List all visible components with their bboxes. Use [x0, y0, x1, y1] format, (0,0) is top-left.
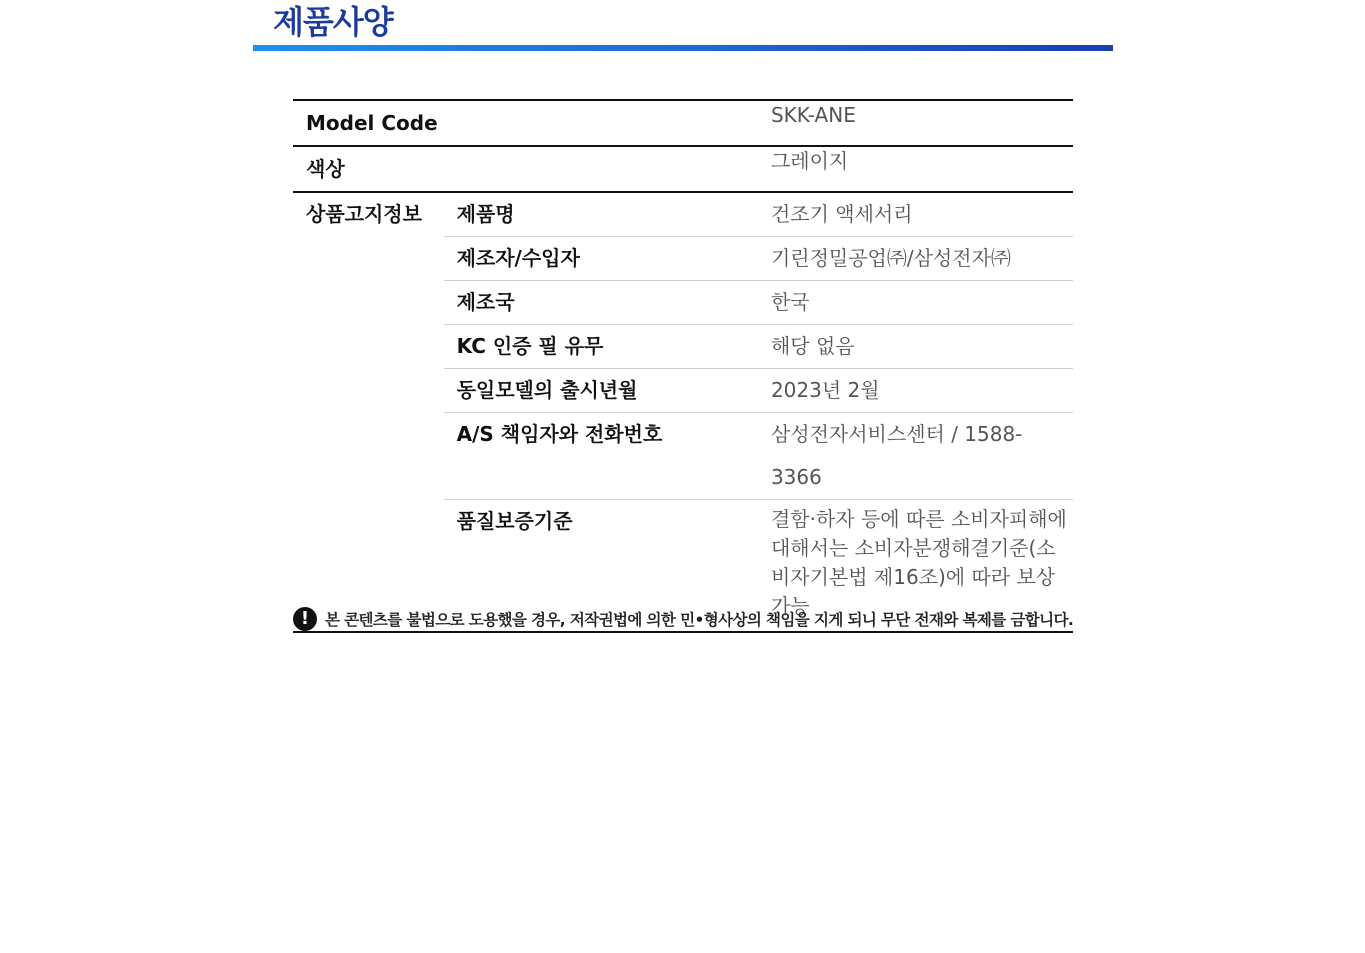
spec-row-model-code	[293, 100, 1073, 146]
page-header	[253, 0, 1113, 52]
spec-item-label: 제조자/수입자	[444, 237, 771, 281]
model-code-label: Model Code	[306, 111, 438, 135]
spec-item-label: 품질보증기준	[444, 500, 771, 633]
spec-item-value: 해당 없음	[771, 325, 1073, 369]
spec-item-label: KC 인증 필 유무	[444, 325, 771, 369]
title-underline	[253, 45, 1113, 51]
model-code-value: SKK-ANE	[770, 103, 856, 127]
notice-info-label: 상품고지정보	[293, 192, 444, 632]
spec-item-label: A/S 책임자와 전화번호	[444, 413, 771, 500]
spec-row-color	[293, 146, 1073, 192]
spec-item-value: 결함·하자 등에 따른 소비자피해에 대해서는 소비자분쟁해결기준(소비자기본법 제16조)에 따라 보상가능	[771, 500, 1073, 633]
spec-row-product-name	[293, 192, 1073, 237]
spec-item-value: 삼성전자서비스센터 / 1588-3366	[771, 413, 1073, 500]
spec-item-value: 기린정밀공업㈜/삼성전자㈜	[771, 237, 1073, 281]
color-label: 색상	[293, 146, 771, 192]
spec-table	[293, 99, 1073, 633]
spec-item-value: 한국	[771, 281, 1073, 325]
spec-item-value: 2023년 2월	[771, 369, 1073, 413]
spec-item-label: 제품명	[444, 192, 771, 237]
exclamation-icon: !	[293, 607, 317, 631]
page-title: 제품사양	[273, 3, 393, 41]
spec-item-label: 동일모델의 출시년월	[444, 369, 771, 413]
color-value: 그레이지	[771, 146, 1073, 192]
notice-text: 본 콘텐츠를 불법으로 도용했을 경우, 저작권법에 의한 민•형사상의 책임을 지게 되니 무단 전재와 복제를 금합니다.	[325, 611, 1074, 629]
copyright-notice	[293, 606, 1073, 632]
spec-item-label: 제조국	[444, 281, 771, 325]
spec-item-value: 건조기 액세서리	[771, 192, 1073, 237]
